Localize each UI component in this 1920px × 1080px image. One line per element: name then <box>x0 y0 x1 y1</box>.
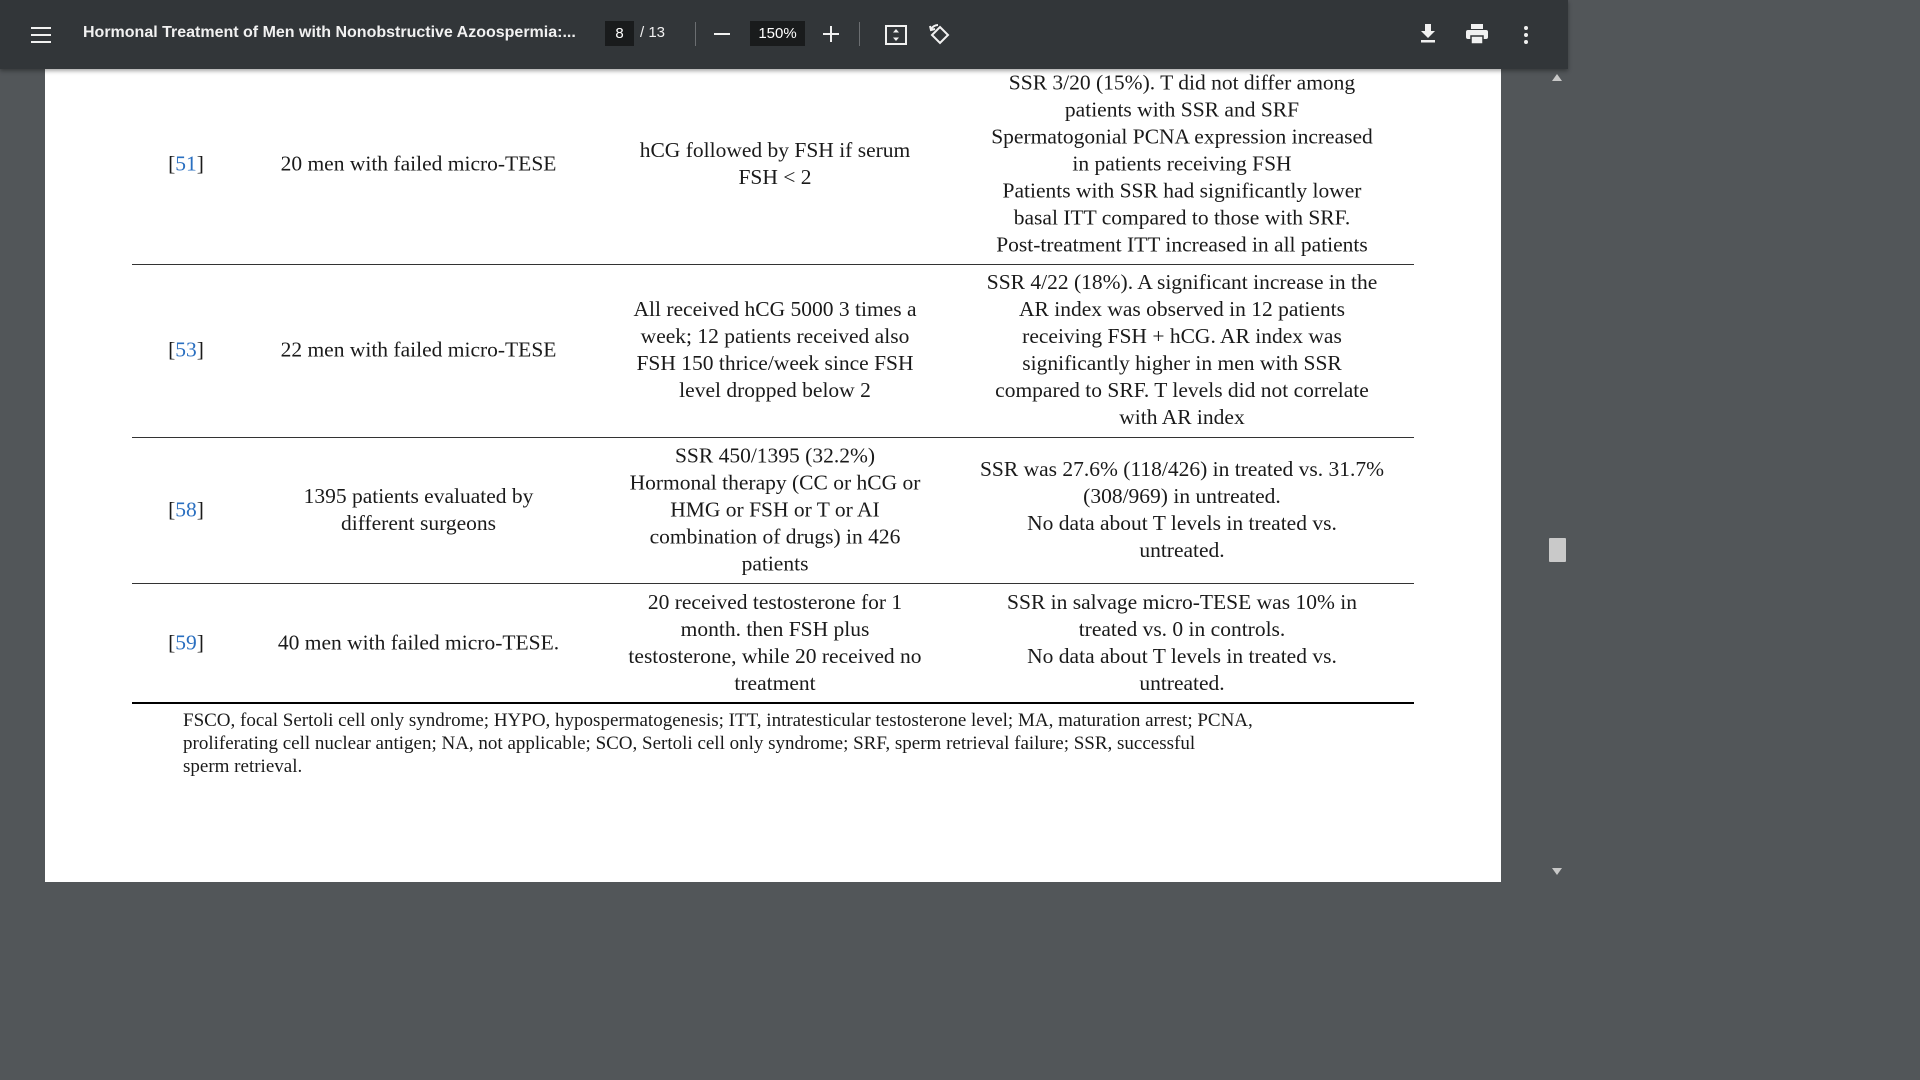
rotate-icon[interactable] <box>928 23 952 47</box>
table-row-divider <box>132 583 1414 584</box>
table-cell-treatment: hCG followed by FSH if serum FSH < 2 <box>639 138 911 189</box>
table-cell-population: 20 men with failed micro-TESE <box>280 151 557 176</box>
menu-icon[interactable] <box>31 27 51 43</box>
table-cell-treatment: 20 received testosterone for 1 month. then FSH plus testosterone, while 20 received no treatment <box>628 590 922 695</box>
zoom-in-icon[interactable] <box>823 26 839 42</box>
table-cell-population: 22 men with failed micro-TESE <box>280 337 557 362</box>
page-total: / 13 <box>640 24 666 41</box>
zoom-level-input[interactable]: 150% <box>750 21 805 46</box>
table-cell-treatment: SSR 450/1395 (32.2%) Hormonal therapy (CC or hCG or HMG or FSH or T or AI combination of drugs) in 426 patients <box>629 443 921 576</box>
toolbar-divider <box>695 22 696 46</box>
reference-link[interactable]: 58 <box>175 497 197 522</box>
scrollbar-track[interactable] <box>1546 69 1568 882</box>
table-cell-outcome: SSR 3/20 (15%). T did not differ among patients with SSR and SRF Spermatogonial PCNA expression increased in patients receiving FSH Patients with SSR had significantly lower basal ITT compared to those with SRF. Post-treatment ITT increased in all patients <box>991 70 1373 257</box>
table-cell-outcome: SSR 4/22 (18%). A significant increase in the AR index was observed in 12 patients receiving FSH + hCG. AR index was significantly higher in men with SSR compared to SRF. T levels did not correlate with AR index <box>986 270 1378 429</box>
table-footnote: FSCO, focal Sertoli cell only syndrome; HYPO, hypospermatogenesis; ITT, intratesticular testosterone level; MA, maturation arrest; PCNA, proliferating cell nuclear antigen; NA, not applicable; SCO, Sertoli cell only syndrome; SRF, sperm retrieval failure; SSR, successful sperm retrieval. <box>183 710 1253 777</box>
pdf-page <box>45 69 1501 882</box>
table-bottom-rule <box>132 702 1414 704</box>
fit-to-page-icon[interactable] <box>884 24 908 46</box>
scroll-up-icon[interactable] <box>1552 74 1562 81</box>
scrollbar-thumb[interactable] <box>1549 538 1566 562</box>
table-row-ref: [51] <box>168 151 204 176</box>
table-cell-population: 40 men with failed micro-TESE. <box>277 630 560 655</box>
table-cell-outcome: SSR was 27.6% (118/426) in treated vs. 31.7% (308/969) in untreated. No data about T levels in treated vs. untreated. <box>979 457 1385 562</box>
table-row-ref: [58] <box>168 497 204 522</box>
pdf-toolbar <box>0 0 1568 69</box>
more-options-icon[interactable] <box>1522 25 1530 45</box>
reference-link[interactable]: 53 <box>175 337 197 362</box>
table-cell-population: 1395 patients evaluated by different surgeons <box>303 484 534 535</box>
table-row-ref: [59] <box>168 630 204 655</box>
reference-link[interactable]: 51 <box>175 151 197 176</box>
scroll-down-icon[interactable] <box>1552 868 1562 875</box>
table-cell-treatment: All received hCG 5000 3 times a week; 12 patients received also FSH 150 thrice/week since FSH level dropped below 2 <box>633 297 917 402</box>
table-row-divider <box>132 264 1414 265</box>
page-number-input[interactable]: 8 <box>605 21 634 46</box>
download-icon[interactable] <box>1419 24 1437 44</box>
table-row-ref: [53] <box>168 337 204 362</box>
reference-link[interactable]: 59 <box>175 630 197 655</box>
table-row-divider <box>132 437 1414 438</box>
toolbar-divider <box>859 22 860 46</box>
table-cell-outcome: SSR in salvage micro-TESE was 10% in treated vs. 0 in controls. No data about T levels in treated vs. untreated. <box>1007 590 1357 695</box>
zoom-out-icon[interactable] <box>714 33 730 35</box>
document-title: Hormonal Treatment of Men with Nonobstructive Azoospermia:... <box>83 24 576 41</box>
print-icon[interactable] <box>1466 24 1488 44</box>
